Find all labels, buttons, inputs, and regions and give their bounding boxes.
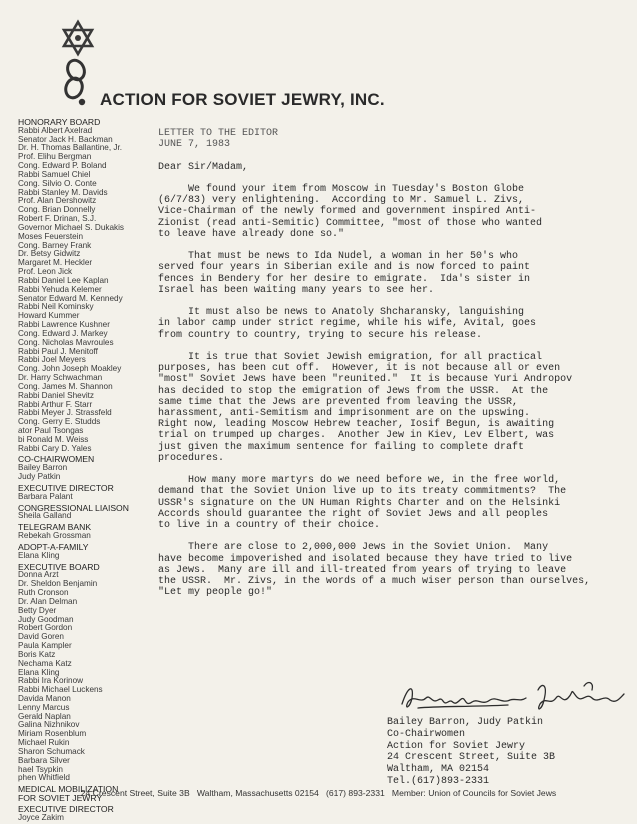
sidebar-member-name: Judy Goodman bbox=[18, 615, 74, 624]
letter-line: We found your item from Moscow in Tuesday's Boston Globe bbox=[158, 183, 525, 195]
letter-date: JUNE 7, 1983 bbox=[158, 139, 231, 151]
sidebar-member-name: Gerald Naplan bbox=[18, 712, 71, 721]
letter-body bbox=[158, 128, 623, 598]
letter-line: procedures. bbox=[158, 452, 225, 464]
sidebar-section-heading: EXECUTIVE BOARD bbox=[18, 562, 100, 572]
sidebar-member-name: Sharon Schumack bbox=[18, 747, 85, 756]
sidebar-member-name: Boris Katz bbox=[18, 650, 56, 659]
sidebar-member-name: Cong. Gerry E. Studds bbox=[18, 418, 101, 427]
letter-line: Israel has been waiting many years to see her. bbox=[158, 284, 435, 296]
letter-line: USSR's signature on the UN Human Rights Charter and on the Helsinki bbox=[158, 497, 561, 509]
sidebar-member-name: Donna Arzt bbox=[18, 571, 59, 580]
sidebar-member-name: Rabbi Stanley M. Davids bbox=[18, 188, 108, 197]
sidebar-member-name: Robert F. Drinan, S.J. bbox=[18, 215, 97, 224]
salutation: Dear Sir/Madam, bbox=[158, 161, 249, 173]
letter-line: (6/7/83) very enlightening. According to Mr. Samuel L. Zivs, bbox=[158, 195, 525, 207]
sidebar-member-name: Barbara Silver bbox=[18, 756, 70, 765]
sidebar-section-heading: EXECUTIVE DIRECTOR bbox=[18, 804, 114, 814]
signature-org: Action for Soviet Jewry bbox=[387, 740, 526, 752]
letter-line: has decided to stop the emigration of Jews from the USSR. At the bbox=[158, 385, 549, 397]
sidebar-member-name: Rabbi Paul J. Menitoff bbox=[18, 347, 98, 356]
sidebar-member-name: Rabbi Michael Luckens bbox=[18, 686, 103, 695]
sidebar-member-name: Prof. Elihu Bergman bbox=[18, 153, 92, 162]
sidebar-member-name: Cong. Edward J. Markey bbox=[18, 329, 108, 338]
sidebar-section-heading: EXECUTIVE DIRECTOR bbox=[18, 483, 114, 493]
sidebar-member-name: Moses Feuerstein bbox=[18, 232, 84, 241]
sidebar-member-name: Bailey Barron bbox=[18, 464, 68, 473]
star-of-david-logo-icon bbox=[56, 18, 100, 110]
letter-line: same time that the Jews are prevented from leaving the USSR, bbox=[158, 396, 519, 408]
board-member-list bbox=[18, 116, 146, 823]
sidebar-member-name: Barbara Palant bbox=[18, 492, 73, 501]
letter-line: "most" Soviet Jews have been "reunited." It is because Yuri Andropov bbox=[158, 374, 573, 386]
sidebar-member-name: Betty Dyer bbox=[18, 606, 57, 615]
sidebar-member-name: Cong. Edward P. Boland bbox=[18, 162, 107, 171]
sidebar-member-name: Lenny Marcus bbox=[18, 703, 70, 712]
letter-line: as Jews. Many are ill and ill-treated from years of trying to leave bbox=[158, 564, 567, 576]
signature-tel: Tel.(617)893-2331 bbox=[387, 775, 490, 787]
sidebar-section-heading: CONGRESSIONAL LIAISON bbox=[18, 503, 129, 513]
letter-line: fences in Bendery for her desire to emigrate. Ida's sister in bbox=[158, 273, 531, 285]
sidebar-member-name: Rebekah Grossman bbox=[18, 532, 91, 541]
signature-street: 24 Crescent Street, Suite 3B bbox=[387, 752, 556, 764]
letter-line: just given the maximum sentence for failing to complete draft bbox=[158, 441, 525, 453]
sidebar-member-name: Dr. Betsy Gidwitz bbox=[18, 250, 81, 259]
sidebar-member-name: Nechama Katz bbox=[18, 659, 72, 668]
sidebar-member-name: Rabbi Neil Kominsky bbox=[18, 303, 94, 312]
sidebar-member-name: Dr. Alan Delman bbox=[18, 597, 78, 606]
letter-line: to leave have already done so." bbox=[158, 228, 345, 240]
sidebar-member-name: Elana Kling bbox=[18, 551, 60, 560]
letter-line: That must be news to Ida Nudel, a woman in her 50's who bbox=[158, 251, 519, 263]
letter-line: in labor camp under strict regime, while his wife, Avital, goes bbox=[158, 318, 537, 330]
sidebar-member-name: hael Tsypkin bbox=[18, 765, 63, 774]
sidebar-member-name: Joyce Zakim bbox=[18, 813, 64, 822]
sidebar-member-name: Cong. Barney Frank bbox=[18, 241, 92, 250]
letter-paragraph bbox=[158, 251, 623, 296]
sidebar-member-name: Paula Kampler bbox=[18, 642, 72, 651]
letter-line: harassment, anti-Semitism and imprisonment are on the upswing. bbox=[158, 408, 531, 419]
letter-line: the USSR. Mr. Zivs, in the words of a much wiser person than ourselves, bbox=[158, 576, 591, 588]
sidebar-member-name: bi Ronald M. Weiss bbox=[18, 435, 89, 444]
sidebar-member-name: Prof. Alan Dershowitz bbox=[18, 197, 97, 206]
letter-line: How many more martyrs do we need before we, in the free world, bbox=[158, 475, 561, 487]
sidebar-member-name: Rabbi Albert Axelrad bbox=[18, 126, 93, 135]
sidebar-member-name: Senator Edward M. Kennedy bbox=[18, 294, 123, 303]
sidebar-section-heading: CO-CHAIRWOMEN bbox=[18, 455, 95, 465]
organization-name: ACTION FOR SOVIET JEWRY, INC. bbox=[100, 90, 385, 109]
sidebar-member-name: Rabbi Ira Korinow bbox=[18, 677, 84, 686]
letter-line: demand that the Soviet Union live up to its treaty commitments? The bbox=[158, 486, 567, 498]
letter-line: purposes, has been cut off. However, it is not because all or even bbox=[158, 363, 561, 375]
sidebar-member-name: Dr. Harry Schwachman bbox=[18, 374, 103, 383]
sidebar-member-name: Sheila Galland bbox=[18, 512, 72, 521]
letter-line: trial on trumped up charges. Another Jew in Kiev, Lev Elbert, was bbox=[158, 430, 555, 442]
letter-line: to live in a country of their choice. bbox=[158, 520, 381, 532]
sidebar-member-name: Dr. H. Thomas Ballantine, Jr. bbox=[18, 144, 123, 153]
sidebar-member-name: Rabbi Joel Meyers bbox=[18, 356, 86, 365]
sidebar-member-name: Governor Michael S. Dukakis bbox=[18, 223, 125, 232]
sidebar-member-name: Rabbi Arthur F. Starr bbox=[18, 400, 93, 409]
sidebar-section-heading: HONORARY BOARD bbox=[18, 118, 101, 127]
sidebar-section-heading: FOR SOVIET JEWRY bbox=[18, 794, 103, 803]
sidebar-member-name: Rabbi Meyer J. Strassfeld bbox=[18, 409, 112, 418]
sidebar-member-name: Elana Kling bbox=[18, 668, 60, 677]
signature-names: Bailey Barron, Judy Patkin bbox=[387, 717, 544, 728]
letter-line: Vice-Chairman of the newly formed and government inspired Anti- bbox=[158, 206, 537, 218]
sidebar-member-name: Cong. Brian Donnelly bbox=[18, 206, 96, 215]
sidebar-member-name: Rabbi Yehuda Kelemer bbox=[18, 285, 102, 294]
sidebar-member-name: Senator Jack H. Backman bbox=[18, 135, 113, 144]
sidebar-member-name: Rabbi Cary D. Yales bbox=[18, 444, 92, 453]
sidebar-member-name: Rabbi Samuel Chiel bbox=[18, 170, 91, 179]
letter-line: served four years in Siberian exile and is now forced to paint bbox=[158, 262, 531, 274]
sidebar-member-name: Judy Patkin bbox=[18, 473, 61, 482]
sidebar-member-name: Prof. Leon Jick bbox=[18, 268, 73, 277]
sidebar-member-name: Rabbi Daniel Shevitz bbox=[18, 391, 95, 400]
sidebar-member-name: Cong. Silvio O. Conte bbox=[18, 179, 97, 188]
letter-line: It must also be news to Anatoly Shcharansky, languishing bbox=[158, 307, 525, 319]
signature-role: Co-Chairwomen bbox=[387, 728, 466, 740]
sidebar-member-name: Howard Kummer bbox=[18, 312, 80, 321]
letter-line: "Let my people go!" bbox=[158, 587, 273, 599]
handwritten-signatures bbox=[398, 678, 628, 720]
letter-line: have become impoverished and isolated because they have tried to live bbox=[158, 553, 573, 565]
footer-address: 24 Crescent Street, Suite 3B Waltham, Massachusetts 02154 (617) 893-2331 Member: Union of Councils for Soviet Jews bbox=[80, 788, 557, 798]
sidebar-member-name: Cong. James M. Shannon bbox=[18, 382, 113, 391]
letter-line: from country to country, trying to secure his release. bbox=[158, 329, 483, 341]
letter-paragraph bbox=[158, 307, 623, 341]
letter-line: Zionist (read anti-Semitic) Committee, "most of those who wanted bbox=[158, 217, 543, 229]
sidebar-member-name: Margaret M. Heckler bbox=[18, 259, 93, 268]
letter-paragraph bbox=[158, 542, 623, 598]
signature-block bbox=[387, 717, 555, 788]
letter-line: Accords should guarantee the right of Soviet Jews and all peoples bbox=[158, 508, 549, 520]
letter-line: Right now, leading Moscow Hebrew teacher, Iosif Begun, is awaiting bbox=[158, 419, 555, 431]
letter-line: There are close to 2,000,000 Jews in the Soviet Union. Many bbox=[158, 542, 549, 554]
letter-line: It is true that Soviet Jewish emigration, for all practical bbox=[158, 351, 543, 363]
sidebar-member-name: Cong. John Joseph Moakley bbox=[18, 365, 122, 374]
signature-city: Waltham, MA 02154 bbox=[387, 764, 490, 776]
letter-paragraph bbox=[158, 184, 623, 240]
sidebar-member-name: Dr. Sheldon Benjamin bbox=[18, 580, 98, 589]
sidebar-member-name: Davida Manon bbox=[18, 695, 71, 703]
letter-paragraph bbox=[158, 352, 623, 464]
sidebar-member-name: Rabbi Daniel Lee Kaplan bbox=[18, 276, 109, 285]
sidebar-section-heading: TELEGRAM BANK bbox=[18, 523, 92, 533]
sidebar-section-heading: ADOPT-A-FAMILY bbox=[18, 542, 89, 552]
sidebar-member-name: phen Whitfield bbox=[18, 774, 70, 783]
sidebar-section-heading: MEDICAL MOBILIZATION bbox=[18, 785, 119, 795]
letter-heading: LETTER TO THE EDITOR bbox=[158, 128, 279, 139]
sidebar-member-name: ator Paul Tsongas bbox=[18, 426, 84, 435]
sidebar-member-name: Rabbi Lawrence Kushner bbox=[18, 321, 110, 330]
sidebar-member-name: Miriam Rosenblum bbox=[18, 730, 87, 739]
letter-paragraph bbox=[158, 475, 623, 531]
sidebar-member-name: Ruth Cronson bbox=[18, 589, 69, 598]
sidebar-member-name: Cong. Nicholas Mavroules bbox=[18, 338, 114, 347]
sidebar-member-name: Michael Rukin bbox=[18, 739, 70, 748]
sidebar-member-name: Galina Nizhnikov bbox=[18, 721, 80, 730]
sidebar-member-name: Robert Gordon bbox=[18, 624, 73, 633]
sidebar-member-name: David Goren bbox=[18, 633, 64, 642]
